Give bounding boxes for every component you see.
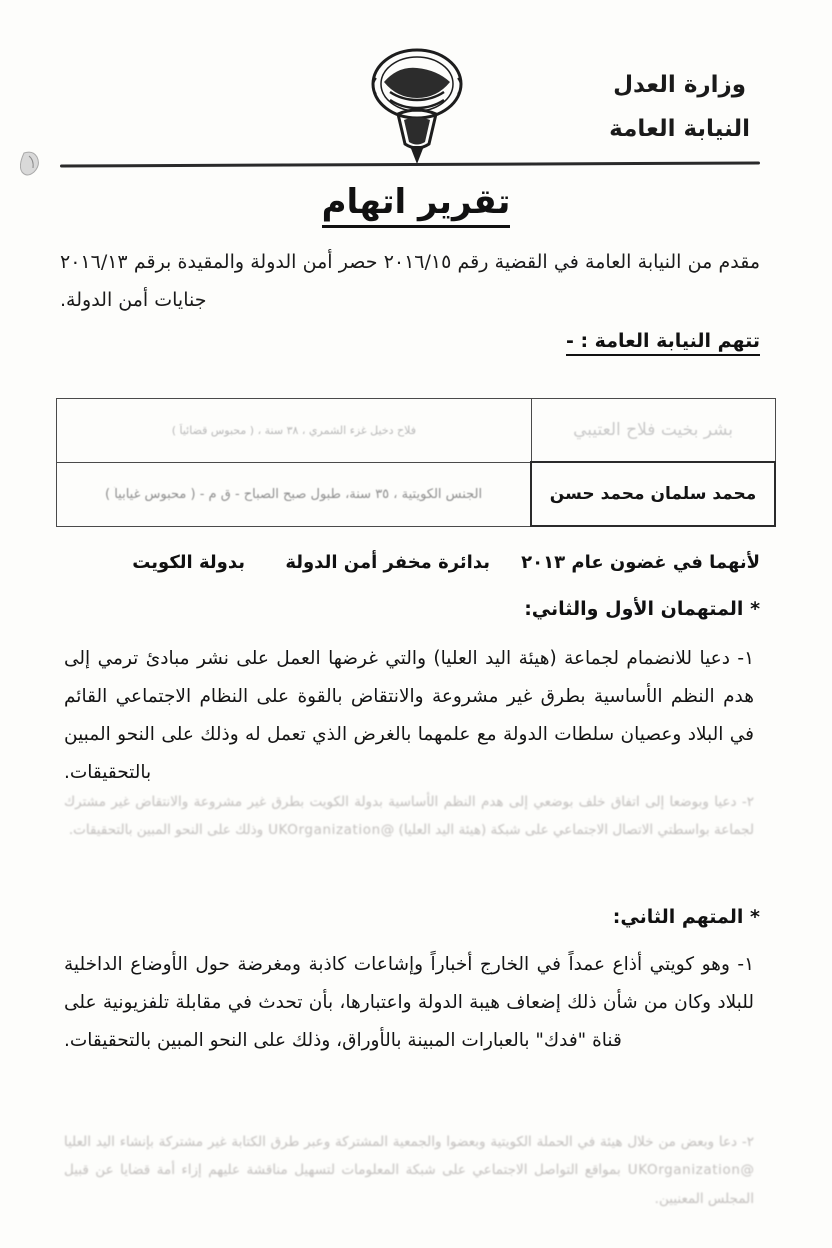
table-row [57,462,776,526]
department-name: النيابة العامة [609,115,750,142]
section-faded-note-1: ٢- دعيا وبوضعا إلى اتفاق خلف بوضعي إلى هدم النظم الأساسية بدولة الكويت بطرق غير مشروعة والانتقاض غير مشترك لجماعة بواسطتي الاتصال الاجتماعي على شبكة (هيئة اليد العليا) @UKOrganization وذلك على النحو المبين بالتحقيقات. [64,794,754,839]
context-time: لأنهما في غضون عام ٢٠١٣ [521,552,760,573]
context-country: بدولة الكويت [132,552,245,573]
ministry-name: وزارة العدل [613,72,747,98]
accused-details-2-text: الجنس الكويتية ، ٣٥ سنة، طبول صبح الصباح - ق م - ( محبوس غيابياً ) [105,486,483,502]
page-title [0,182,832,222]
section-faded-note-2: ٢- دعا وبعض من خلال هيئة في الحملة الكويتية وبعضوا والجمعية المشتركة وعبر طرق الكتابة غير مشتركة بإنشاء اليد العليا @UKOrganization بمواقع التواصل الاجتماعي على شبكة المعلومات لتسهيل مناقشة عليهم إزاء أمة قضايا عن قبيل المجلس المعنيين. [64,1134,754,1207]
charge-lead [566,330,760,352]
accused-name-2: محمد سلمان محمد حسن [531,462,775,526]
charge-lead-text: تتهم النيابة العامة : - [566,330,760,356]
context-place: بدائرة مخفر أمن الدولة [285,552,490,573]
accused-table [56,398,776,527]
page-title-text: تقرير اتهام [322,182,511,228]
accused-details-2 [57,462,532,526]
intro-paragraph: مقدم من النيابة العامة في القضية رقم ٢٠١٦/١٥ حصر أمن الدولة والمقيدة برقم ٢٠١٦/١٣ جنايات أمن الدولة. [60,251,760,311]
section-heading-1: * المتهمان الأول والثاني: [524,598,760,620]
kuwait-state-emblem-icon [362,42,472,170]
accused-name-1: بشر بخيت فلاح العتيبي [531,399,775,463]
accused-details-1-text: فلاح دخيل غزء الشمري ، ٣٨ سنة ، ( محبوس قضائياً ) [171,423,416,437]
section-body-1: ١- دعيا للانضمام لجماعة (هيئة اليد العليا) والتي غرضها العمل على نشر مبادئ ترمي إلى هدم النظم الأساسية بطرق غير مشروعة والانتقاض بالقوة على النظام الاجتماعي القائم في البلاد وعصيان سلطات الدولة مع علمهما بالغرض الذي تعمل له وذلك على النحو المبين بالتحقيقات. [64,648,754,783]
ministry-heading [609,64,750,151]
hole-punch-mark [20,150,42,176]
table-row [57,399,776,463]
section-heading-2: * المتهم الثاني: [612,906,760,928]
document-header [0,34,832,154]
case-context-line [56,552,760,580]
section-body-2: ١- وهو كويتي أذاع عمداً في الخارج أخباراً وإشاعات كاذبة ومغرضة حول الأوضاع الداخلية للبلاد وكان من شأن ذلك إضعاف هيبة الدولة واعتبارها، بأن تحدث في مقابلة تلفزيونية على قناة "فدك" بالعبارات المبينة بالأوراق، وذلك على النحو المبين بالتحقيقات. [64,954,754,1051]
accused-details-1 [57,399,532,463]
